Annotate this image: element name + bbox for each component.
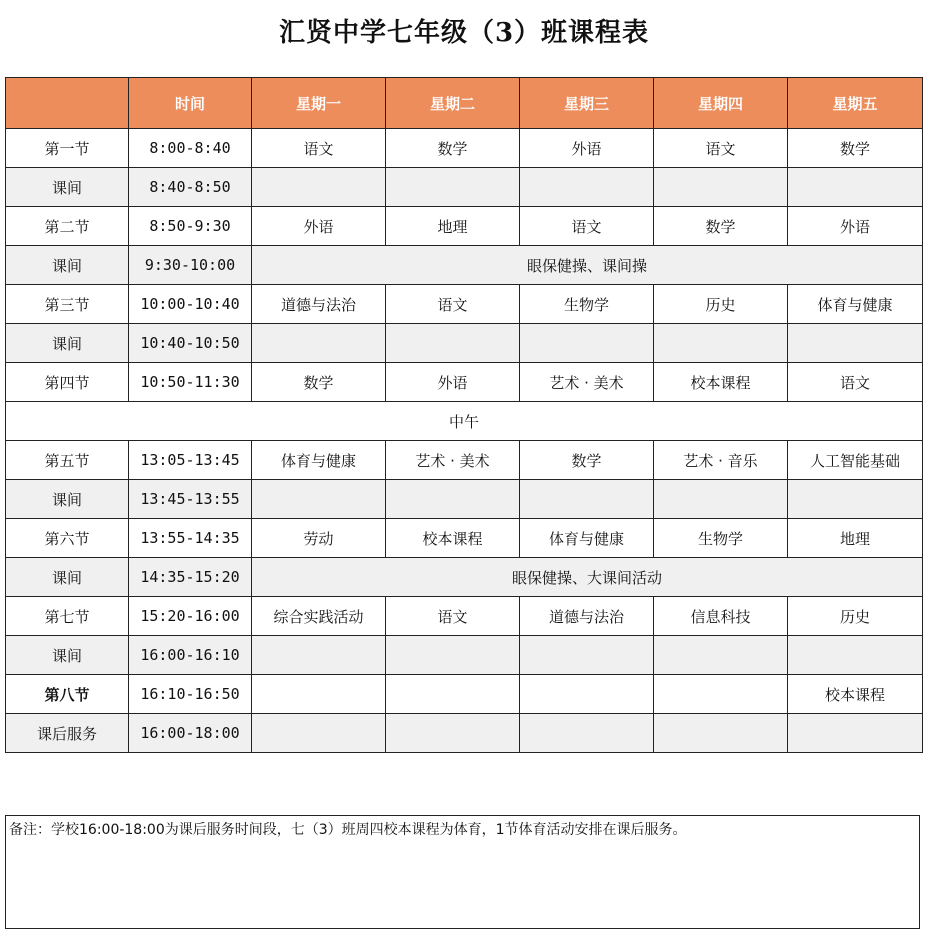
schedule-table (5, 77, 923, 753)
period-label: 课间 (6, 636, 129, 675)
subject-cell (654, 675, 788, 714)
subject-cell: 艺术 · 音乐 (654, 441, 788, 480)
table-row (6, 675, 923, 714)
subject-cell: 校本课程 (386, 519, 520, 558)
period-label: 课间 (6, 324, 129, 363)
subject-cell: 劳动 (252, 519, 386, 558)
schedule-body (6, 129, 923, 753)
subject-cell: 道德与法治 (520, 597, 654, 636)
table-row (6, 324, 923, 363)
table-row (6, 129, 923, 168)
period-label: 第七节 (6, 597, 129, 636)
header-thursday: 星期四 (654, 78, 788, 129)
table-row (6, 558, 923, 597)
period-time: 16:00-16:10 (129, 636, 252, 675)
subject-cell (252, 324, 386, 363)
subject-cell (788, 714, 923, 753)
subject-cell: 外语 (386, 363, 520, 402)
subject-cell: 外语 (520, 129, 654, 168)
period-time: 8:50-9:30 (129, 207, 252, 246)
subject-cell (252, 675, 386, 714)
period-time: 16:00-18:00 (129, 714, 252, 753)
period-label: 课间 (6, 480, 129, 519)
period-label: 课间 (6, 558, 129, 597)
subject-cell (520, 324, 654, 363)
subject-cell (520, 675, 654, 714)
table-row (6, 363, 923, 402)
notes-box[interactable]: 备注：学校16:00-18:00为课后服务时间段，七（3）班周四校本课程为体育，1节体育活动安排在课后服务。 (5, 815, 920, 929)
page-title: 汇贤中学七年级（3）班课程表 (278, 18, 650, 48)
period-label: 第八节 (6, 675, 129, 714)
subject-cell (520, 714, 654, 753)
subject-cell: 人工智能基础 (788, 441, 923, 480)
subject-cell: 语文 (520, 207, 654, 246)
subject-cell (386, 324, 520, 363)
subject-cell (386, 636, 520, 675)
table-row (6, 285, 923, 324)
subject-cell (252, 480, 386, 519)
subject-cell: 地理 (788, 519, 923, 558)
subject-cell (520, 636, 654, 675)
subject-cell: 外语 (788, 207, 923, 246)
subject-cell (252, 168, 386, 207)
subject-cell: 外语 (252, 207, 386, 246)
table-row (6, 636, 923, 675)
table-row (6, 519, 923, 558)
period-time: 10:50-11:30 (129, 363, 252, 402)
period-label: 课后服务 (6, 714, 129, 753)
subject-cell (386, 480, 520, 519)
merged-activity-cell: 眼保健操、大课间活动 (252, 558, 923, 597)
subject-cell: 艺术 · 美术 (520, 363, 654, 402)
subject-cell: 校本课程 (788, 675, 923, 714)
period-time: 15:20-16:00 (129, 597, 252, 636)
period-time: 16:10-16:50 (129, 675, 252, 714)
subject-cell (654, 324, 788, 363)
subject-cell: 语文 (386, 285, 520, 324)
subject-cell: 语文 (654, 129, 788, 168)
subject-cell: 地理 (386, 207, 520, 246)
period-time: 13:55-14:35 (129, 519, 252, 558)
table-row (6, 480, 923, 519)
period-label: 课间 (6, 168, 129, 207)
noon-row-cell: 中午 (6, 402, 923, 441)
period-label: 第一节 (6, 129, 129, 168)
subject-cell (386, 714, 520, 753)
period-label: 第二节 (6, 207, 129, 246)
table-row (6, 246, 923, 285)
subject-cell: 艺术 · 美术 (386, 441, 520, 480)
header-time: 时间 (129, 78, 252, 129)
subject-cell: 生物学 (654, 519, 788, 558)
table-row (6, 714, 923, 753)
table-row (6, 402, 923, 441)
subject-cell (654, 714, 788, 753)
period-label: 第三节 (6, 285, 129, 324)
merged-activity-cell: 眼保健操、课间操 (252, 246, 923, 285)
subject-cell (520, 168, 654, 207)
subject-cell (788, 636, 923, 675)
period-time: 13:05-13:45 (129, 441, 252, 480)
subject-cell (654, 168, 788, 207)
subject-cell: 数学 (788, 129, 923, 168)
period-label: 第四节 (6, 363, 129, 402)
subject-cell: 生物学 (520, 285, 654, 324)
table-row (6, 597, 923, 636)
period-time: 8:40-8:50 (129, 168, 252, 207)
table-row (6, 168, 923, 207)
subject-cell: 语文 (386, 597, 520, 636)
subject-cell (386, 168, 520, 207)
subject-cell: 语文 (252, 129, 386, 168)
header-monday: 星期一 (252, 78, 386, 129)
period-time: 10:40-10:50 (129, 324, 252, 363)
subject-cell (386, 675, 520, 714)
subject-cell: 校本课程 (654, 363, 788, 402)
table-row (6, 207, 923, 246)
period-label: 第五节 (6, 441, 129, 480)
subject-cell (252, 636, 386, 675)
subject-cell: 历史 (788, 597, 923, 636)
subject-cell: 语文 (788, 363, 923, 402)
subject-cell: 数学 (252, 363, 386, 402)
header-blank-cell (6, 78, 129, 129)
subject-cell (788, 324, 923, 363)
subject-cell: 历史 (654, 285, 788, 324)
subject-cell: 道德与法治 (252, 285, 386, 324)
subject-cell (520, 480, 654, 519)
period-time: 14:35-15:20 (129, 558, 252, 597)
subject-cell (252, 714, 386, 753)
period-time: 8:00-8:40 (129, 129, 252, 168)
subject-cell (788, 480, 923, 519)
subject-cell: 体育与健康 (520, 519, 654, 558)
period-label: 第六节 (6, 519, 129, 558)
subject-cell: 数学 (654, 207, 788, 246)
header-tuesday: 星期二 (386, 78, 520, 129)
subject-cell: 体育与健康 (252, 441, 386, 480)
period-label: 课间 (6, 246, 129, 285)
header-row (6, 78, 923, 129)
subject-cell (654, 480, 788, 519)
header-wednesday: 星期三 (520, 78, 654, 129)
period-time: 9:30-10:00 (129, 246, 252, 285)
header-friday: 星期五 (788, 78, 923, 129)
period-time: 10:00-10:40 (129, 285, 252, 324)
subject-cell: 数学 (520, 441, 654, 480)
subject-cell (654, 636, 788, 675)
subject-cell: 体育与健康 (788, 285, 923, 324)
subject-cell: 信息科技 (654, 597, 788, 636)
subject-cell: 数学 (386, 129, 520, 168)
table-row (6, 441, 923, 480)
subject-cell (788, 168, 923, 207)
period-time: 13:45-13:55 (129, 480, 252, 519)
subject-cell: 综合实践活动 (252, 597, 386, 636)
